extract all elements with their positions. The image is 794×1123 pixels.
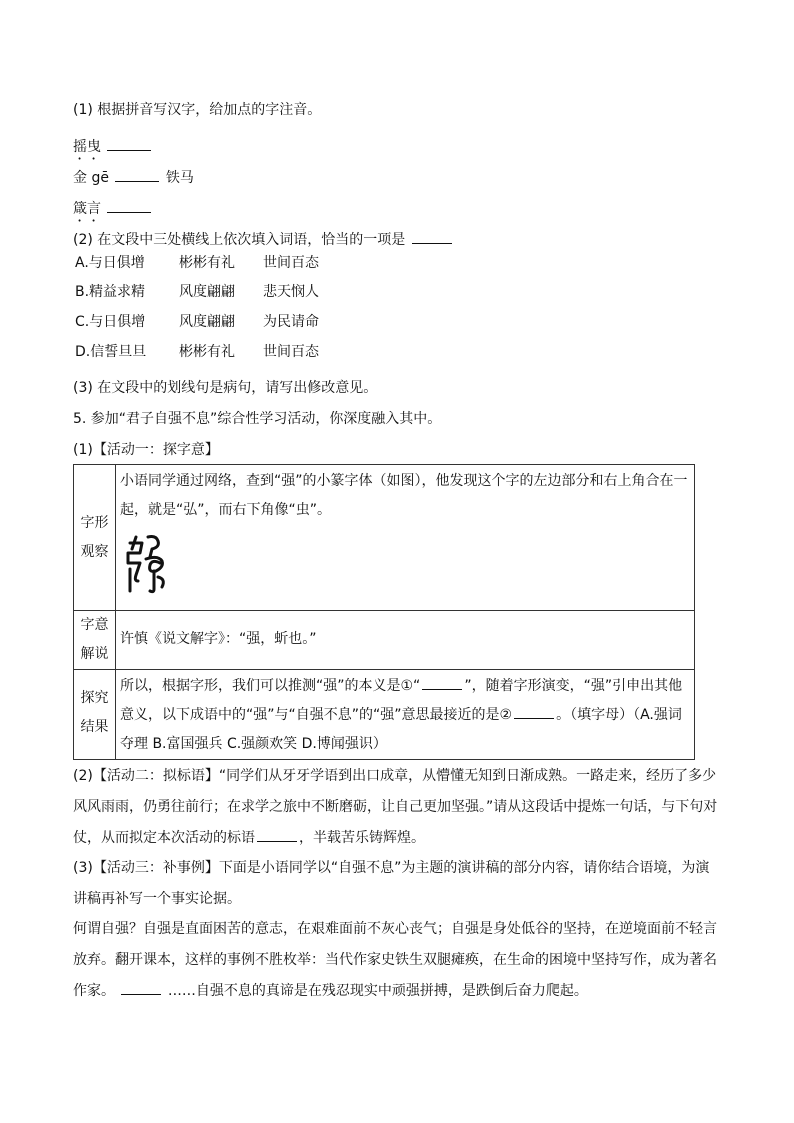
label-meaning xyxy=(74,611,116,670)
option-a[interactable] xyxy=(75,253,319,273)
glyph-observe-content xyxy=(116,465,695,611)
option-word: 彬彬有礼 xyxy=(179,255,235,271)
activity3-paragraph: (3)【活动三：补事例】下面是小语同学以“自强不息”为主题的演讲稿的部分内容，请你结合语境，为演讲稿再补写一个事实论据。 xyxy=(73,860,710,907)
option-c[interactable] xyxy=(75,312,319,332)
label-text: 字形 xyxy=(80,515,109,531)
speech-text: 何谓自强？自强是直面困苦的意志，在艰难面前不灰心丧气；自强是身处低谷的坚持，在逆境面前不轻言放弃。翻开课本，这样的事例不胜枚举：当代作家史铁生双腿瘫痪，在生命的困境中坚持写作，成为著名作家。 xyxy=(73,921,717,999)
activity2-text: (2)【活动二：拟标语】“同学们从牙牙学语到出口成章，从懵懂无知到日渐成熟。一路走来，经历了多少风风雨雨，仍勇往前行；在求学之旅中不断磨砺，让自己更加坚强。”请从这段话中提炼一句话，与下句对仗，从而拟定本次活动的标语 xyxy=(73,768,718,846)
answer-blank[interactable] xyxy=(257,826,297,842)
option-word: 风度翩翩 xyxy=(179,314,235,330)
option-word: 为民请命 xyxy=(263,314,319,330)
word-2b: 铁马 xyxy=(165,170,194,186)
label-text: 字意 xyxy=(80,617,109,633)
activity1-heading: (1)【活动一：探字意】 xyxy=(73,442,219,458)
result-text: 。（填字母）（A.强词夺理 B.富国强兵 C.强颜欢笑 D.博闻强识） xyxy=(120,707,682,752)
word-item-3 xyxy=(73,197,153,225)
option-b[interactable] xyxy=(75,282,319,302)
label-text: 解说 xyxy=(80,646,109,662)
speech-excerpt xyxy=(73,914,723,1007)
meaning-text: 许慎《说文解字》：“强，蚚也。” xyxy=(120,631,317,647)
option-label: A.与日俱增 xyxy=(75,255,145,271)
q4-part2-text: (2) 在文段中三处横线上依次填入词语，恰当的一项是 xyxy=(73,232,406,248)
option-label: C.与日俱增 xyxy=(75,314,146,330)
seal-script-qiang-image xyxy=(122,531,172,595)
result-text: 所以，根据字形，我们可以推测“强”的本义是①“ xyxy=(120,678,421,694)
result-text: ”，随着字形演变，“强”引申出其他意义，以下成语中的“强”与“自强不息”的“强”意思最接近的是② xyxy=(120,678,683,723)
q4-part1-prompt: (1) 根据拼音写汉字，给加点的字注音。 xyxy=(73,102,322,118)
word-3: 箴言 xyxy=(73,201,101,217)
option-label: D.信誓旦旦 xyxy=(75,344,147,360)
activity2-text: ，半载苦乐铸辉煌。 xyxy=(299,830,425,846)
answer-blank[interactable] xyxy=(121,979,161,995)
answer-blank[interactable] xyxy=(412,228,452,244)
word-2a: 金 gē xyxy=(73,170,109,186)
speech-text: ……自强不息的真谛是在残忍现实中顽强拼搏，是跌倒后奋力爬起。 xyxy=(167,983,588,999)
option-word: 彬彬有礼 xyxy=(179,344,235,360)
q4-part3-prompt: (3) 在文段中的划线句是病句，请写出修改意见。 xyxy=(73,380,378,396)
answer-blank[interactable] xyxy=(115,166,159,182)
label-glyph-observe xyxy=(74,465,116,611)
activity2-paragraph xyxy=(73,761,723,854)
glyph-observe-text: 小语同学通过网络，查到“强”的小篆字体（如图），他发现这个字的左边部分和右上角合在一起，就是“弘”，而右下角像“虫”。 xyxy=(120,473,688,518)
word-1: 摇曳 xyxy=(73,139,101,155)
label-text: 探究 xyxy=(80,690,109,706)
word-item-2 xyxy=(73,166,194,188)
option-word: 世间百态 xyxy=(263,255,319,271)
option-label: B.精益求精 xyxy=(75,284,146,300)
answer-blank-2[interactable] xyxy=(514,703,554,719)
q4-part2-prompt xyxy=(73,228,454,250)
meaning-content xyxy=(116,611,695,670)
label-text: 结果 xyxy=(80,719,109,735)
option-d[interactable] xyxy=(75,342,319,362)
answer-blank[interactable] xyxy=(107,197,151,213)
option-word: 悲天悯人 xyxy=(263,284,319,300)
option-word: 世间百态 xyxy=(263,344,319,360)
q5-title: 5. 参加“君子自强不息”综合性学习活动，你深度融入其中。 xyxy=(73,411,442,427)
label-result xyxy=(74,670,116,760)
label-text: 观察 xyxy=(80,544,109,560)
answer-blank-1[interactable] xyxy=(422,674,462,690)
result-content xyxy=(116,670,695,760)
word-item-1 xyxy=(73,135,153,163)
answer-blank[interactable] xyxy=(107,135,151,151)
option-word: 风度翩翩 xyxy=(179,284,235,300)
activity1-table xyxy=(73,464,695,760)
